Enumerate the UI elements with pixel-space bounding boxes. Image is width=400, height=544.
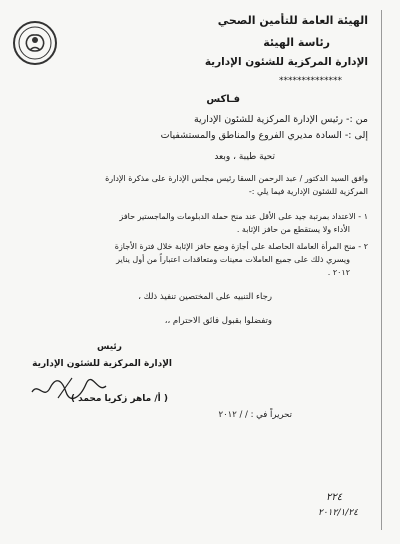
footer-date: ٢٠١٢/١/٢٤: [318, 508, 358, 518]
signatory-name: ( أ/ ماهر زكريا محمد ): [70, 394, 168, 404]
item-1-line-2: الأداء ولا يستقطع من حافز الإثابة .: [236, 225, 350, 234]
date-line: تحريراً في : / / ٢٠١٢: [218, 410, 292, 420]
item-2-line-3: ٢٠١٢ .: [327, 268, 350, 277]
health-insurance-logo: [12, 20, 58, 66]
header-department: الإدارة المركزية للشئون الإدارية: [204, 56, 368, 68]
item-2-line-1: ٢ - منح المرأة العاملة الحاصلة على أجازة وضع حافز الإثابة خلال فترة الأجازة: [114, 242, 368, 251]
page-edge-line: [381, 10, 382, 530]
signatory-department: الإدارة المركزية للشئون الإدارية: [32, 359, 172, 369]
item-1-line-1: ١ - الاعتداد بمرتبة جيد على الأقل عند منح حملة الدبلومات والماجستير حافز: [119, 212, 368, 221]
header-stars: **************: [279, 76, 342, 86]
signatory-title: رئيس: [97, 342, 122, 352]
document-type: فـاكس: [206, 94, 240, 105]
header-presidency: رئاسة الهيئة: [263, 36, 330, 49]
intro-line-1: وافق السيد الدكتور / عبد الرحمن السقا رئيس مجلس الإدارة على مذكرة الإدارة: [105, 174, 368, 183]
request-line: رجاء التنبيه على المختصين تنفيذ ذلك ،: [138, 292, 272, 302]
to-line: إلى :- السادة مديري الفروع والمناطق والمستشفيات: [160, 130, 368, 141]
closing-line: وتفضلوا بقبول فائق الاحترام ،،: [164, 316, 272, 326]
footer-number: ٢٢٤: [326, 492, 343, 503]
intro-line-2: المركزية للشئون الإدارية فيما يلي :-: [248, 187, 368, 196]
greeting: تحية طيبة ، وبعد: [214, 152, 275, 162]
from-line: من :- رئيس الإدارة المركزية للشئون الإدارية: [193, 114, 368, 125]
item-2-line-2: ويسري ذلك على جميع العاملات معينات ومتعاقدات اعتباراً من أول يناير: [116, 255, 350, 264]
header-authority: الهيئة العامة للتأمين الصحي: [217, 14, 368, 27]
